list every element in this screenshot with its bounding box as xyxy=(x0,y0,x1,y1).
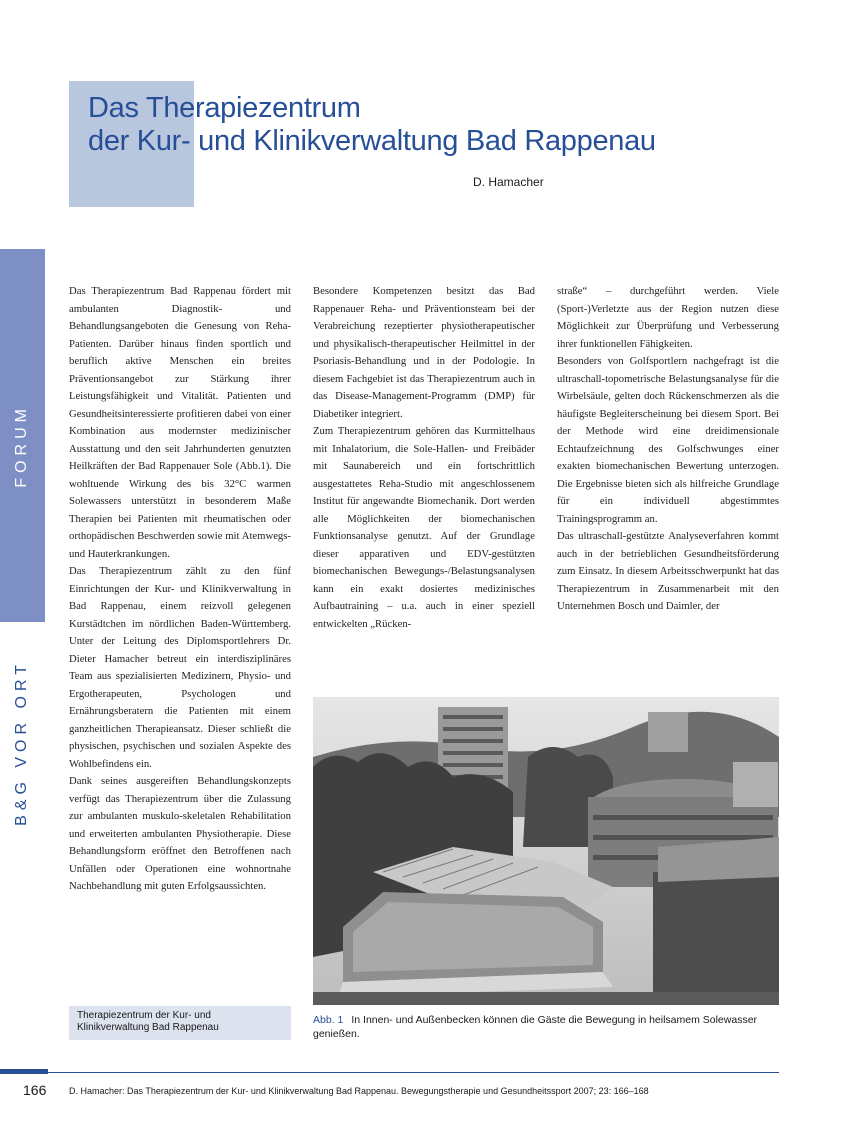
paragraph: Das ultraschall-gestützte Analyseverfahren kommt auch in der betrieblichen Gesundheitsförderung zum Einsatz. In diesem Arbeitsschwerpunkt hat das Therapiezentrum in Zusammenarbeit mit den Unternehmen Bosch und Daimler, der xyxy=(557,530,779,612)
paragraph: Dank seines ausgereiften Behandlungskonzepts verfügt das Therapiezentrum über die Zulassung zur ambulanten muskulo-skeletalen Rehabilitation und erweiterten ambulanten Physiotherapie. Diese Behandlungsform eröffnet den Betroffenen nach Unfällen oder Operationen eine wohnortnahe Nachbehandlung mit guten Erfolgsaussichten. xyxy=(69,775,291,892)
article-author: D. Hamacher xyxy=(473,175,544,189)
paragraph: Das Therapiezentrum Bad Rappenau fördert mit ambulanten Diagnostik- und Behandlungsangeboten die Genesung von Reha-Patienten. Darüber hinaus finden sportlich und beruflich aktive Menschen ein breites Präventionsangebot zur Stärkung ihrer Leistungsfähigkeit und Vitalität. Patienten und Gesundheitsinteressierte profitieren dabei von einer Kombination aus modernster medizinischer Ausstattung und den seit Jahrhunderten genutzten Heilkräften der Bad Rappenauer Sole (Abb.1). Die wohltuende Wirkung des bis 32°C warmen Solewassers unterstützt in besonderem Maße Therapien bei Patienten mit rheumatischen oder orthopädischen Beschwerden sowie mit Atemwegs- und Hauterkrankungen. xyxy=(69,285,291,560)
sidebar-section-bg-vor-ort: B&G VOR ORT xyxy=(13,660,30,826)
page-number: 166 xyxy=(23,1082,47,1098)
paragraph: Zum Therapiezentrum gehören das Kurmittelhaus mit Inhalatorium, die Sole-Hallen- und Freibäder mit Saunabereich und ein fortschrittlich ausgestattetes Reha-Studio mit angeschlossenem Institut für angewandte Biomechanik. Dort werden alle Möglichkeiten der biomechanischen Funktionsanalyse genutzt. Auf der Grundlage dieser apparativen und EDV-gestützten biomechanischen Bewegungs-/Belastungsanalysen kann ein exakt dosiertes medizinisches Aufbautraining – u.a. auch in einer speziell entwickelten „Rücken- xyxy=(313,425,535,630)
sidebar-section-forum: FORUM xyxy=(13,404,30,488)
paragraph: straße“ – durchgeführt werden. Viele (Sport-)Verletzte aus der Region nutzen diese Möglichkeit zur Überprüfung und Verbesserung ihrer funktionellen Fähigkeiten. xyxy=(557,285,779,350)
footer-rule xyxy=(48,1072,779,1073)
text-column-2 xyxy=(313,283,535,633)
photo-credit-box: Therapiezentrum der Kur- und Klinikverwaltung Bad Rappenau xyxy=(69,1006,291,1040)
figure-caption-text: In Innen- und Außenbecken können die Gäste die Bewegung in heilsamem Solewasser genießen. xyxy=(313,1014,758,1040)
figure-label: Abb. 1 xyxy=(313,1014,344,1026)
title-line-1: Das Therapiezentrum xyxy=(88,92,361,124)
paragraph: Besondere Kompetenzen besitzt das Bad Rappenauer Reha- und Präventionsteam bei der Verabreichung rezeptierter physiotherapeutischer und physikalisch-therapeutischer Heilmittel in der Psoriasis-Behandlung und in der Podologie. In diesem Fachgebiet ist das Therapiezentrum auch in das Disease-Management-Programm (DMP) für Diabetiker integriert. xyxy=(313,285,535,420)
title-line-2: der Kur- und Klinikverwaltung Bad Rappenau xyxy=(88,125,656,157)
footer-accent-bar xyxy=(0,1069,48,1074)
text-column-3 xyxy=(557,283,779,616)
footer-citation: D. Hamacher: Das Therapiezentrum der Kur- und Klinikverwaltung Bad Rappenau. Bewegungstherapie und Gesundheitssport 2007; 23: 166–168 xyxy=(69,1086,649,1096)
figure-caption xyxy=(313,1013,779,1041)
paragraph: Das Therapiezentrum zählt zu den fünf Einrichtungen der Kur- und Klinikverwaltung in Bad Rappenau, einem reizvoll gelegenen Kurstädtchen im nördlichen Baden-Württemberg. Unter der Leitung des Diplomsportlehrers Dr. Dieter Hamacher betreut ein interdisziplinäres Team aus spezialisierten Medizinern, Physio- und Ergotherapeuten, Psychologen und Ernährungsberatern die Patienten mit einem ganzheitlichen Therapieansatz. Dieser schließt die physischen, psychischen und sozialen Aspekte des Wohlbefindens ein. xyxy=(69,565,291,770)
paragraph: Besonders von Golfsportlern nachgefragt ist die ultraschall-topometrische Belastungsanalyse für die Wirbelsäule, gelten doch Rückenschmerzen als die häufigste Begleiterscheinung bei diesem Sport. Bei der Methode wird eine dreidimensionale Echtaufzeichnung des Golfschwunges einer exakten biomechanischen Bewertung unterzogen. Die Ergebnisse bieten sich als hilfreiche Grundlage für ein individuell abgestimmtes Trainingsprogramm an. xyxy=(557,355,779,525)
article-title xyxy=(88,92,656,158)
text-column-1 xyxy=(69,283,291,896)
therapy-center-photo xyxy=(313,697,779,1005)
